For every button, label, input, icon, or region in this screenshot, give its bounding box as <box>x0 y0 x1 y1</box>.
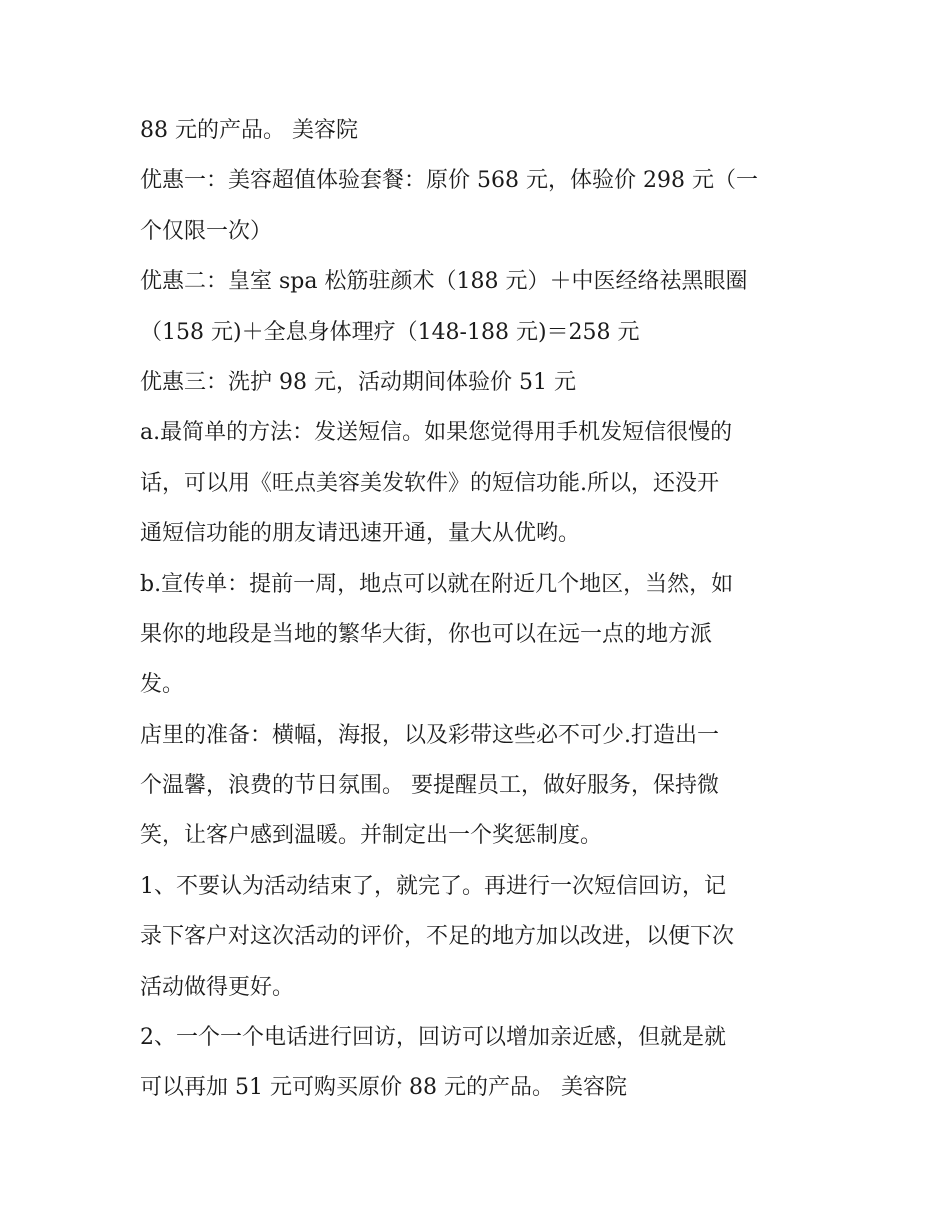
text-line: 可以再加 51 元可购买原价 88 元的产品。 美容院 <box>140 1075 627 1101</box>
text-line: （158 元)＋全息身体理疗（148-188 元)＝258 元 <box>140 319 640 345</box>
text-line: 2、一个一个电话进行回访，回访可以增加亲近感，但就是就 <box>140 1025 726 1051</box>
text-line: 1、不要认为活动结束了，就完了。再进行一次短信回访，记 <box>140 873 726 899</box>
text-line: 果你的地段是当地的繁华大街，你也可以在远一点的地方派 <box>140 621 713 647</box>
text-line: b.宣传单：提前一周，地点可以就在附近几个地区，当然，如 <box>140 571 734 597</box>
text-line: 笑，让客户感到温暖。并制定出一个奖惩制度。 <box>140 823 603 849</box>
text-line: 优惠三：洗护 98 元，活动期间体验价 51 元 <box>140 369 576 395</box>
text-line: 个仅限一次） <box>140 218 273 244</box>
text-line: 录下客户对这次活动的评价，不足的地方加以改进，以便下次 <box>140 924 735 950</box>
document-body <box>140 106 820 1114</box>
text-line: 店里的准备：横幅，海报，以及彩带这些必不可少.打造出一 <box>140 722 719 748</box>
text-line: a.最简单的方法：发送短信。如果您觉得用手机发短信很慢的 <box>140 420 733 446</box>
text-line: 通短信功能的朋友请迅速开通，量大从优哟。 <box>140 521 581 547</box>
text-line: 88 元的产品。 美容院 <box>140 118 358 143</box>
text-line: 优惠一：美容超值体验套餐：原价 568 元，体验价 298 元（一 <box>140 168 758 194</box>
text-line: 话，可以用《旺点美容美发软件》的短信功能.所以，还没开 <box>140 470 719 496</box>
text-line: 发。 <box>140 672 185 698</box>
text-line: 活动做得更好。 <box>140 974 295 1000</box>
text-line: 优惠二：皇室 spa 松筋驻颜术（188 元）＋中医经络祛黑眼圈 <box>140 269 748 295</box>
text-line: 个温馨，浪费的节日氛围。 要提醒员工，做好服务，保持微 <box>140 773 719 799</box>
